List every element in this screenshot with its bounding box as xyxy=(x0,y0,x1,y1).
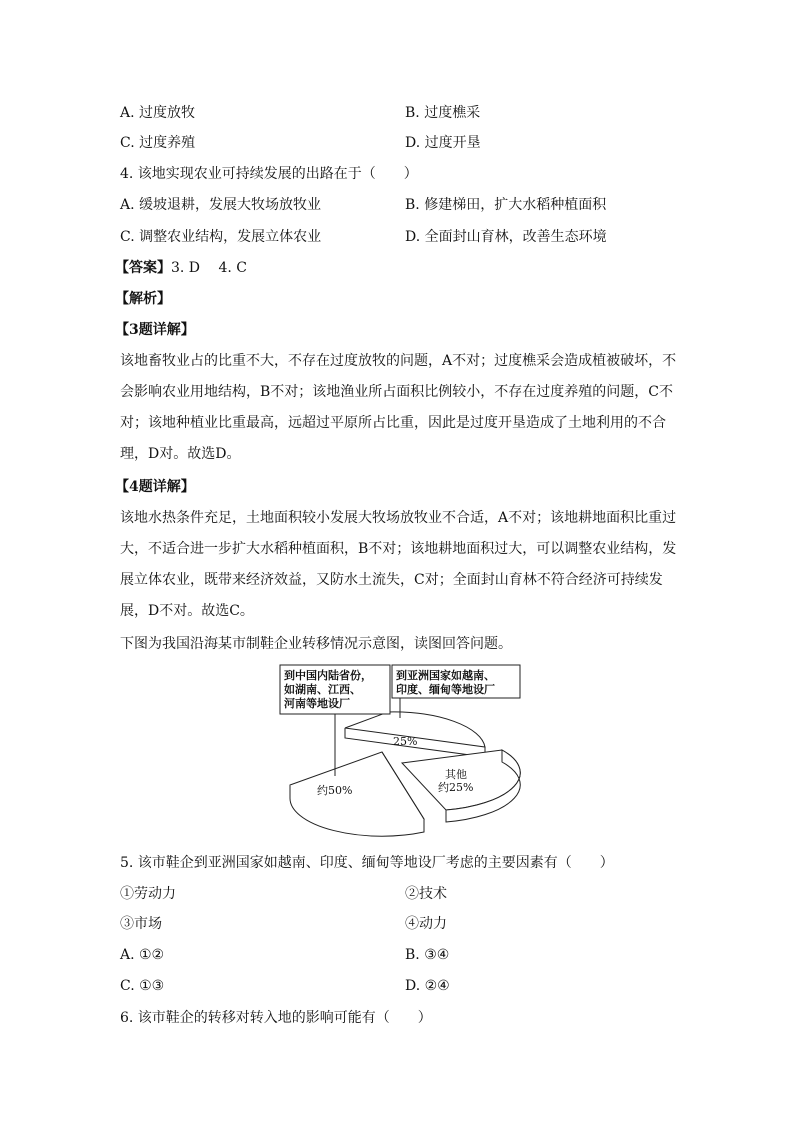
callout-inland-line-2: 如湖南、江西、 xyxy=(284,683,361,696)
q5-item-3: ③市场 xyxy=(120,916,162,932)
callout-inland-line-3: 河南等地设厂 xyxy=(284,697,350,710)
q4-option-b: B. 修建梯田，扩大水稻种植面积 xyxy=(405,197,607,213)
slice-label-other-1: 其他 xyxy=(445,768,467,781)
q3-detail-text: 该地畜牧业占的比重不大，不存在过度放牧的问题，A不对；过度樵采会造成植被破坏，不会影响农业用地结构，B不对；该地渔业所占面积比例较小，不存在过度养殖的问题，C不对；该地种植业比重最高，远超过平原所占比重，因此是过度开垦造成了土地利用的不合理，D对。故选D。 xyxy=(120,353,677,462)
q4-stem: 4. 该地实现农业可持续发展的出路在于（ ） xyxy=(120,166,418,182)
answer-line xyxy=(115,258,247,278)
q5-option-a: A. ①② xyxy=(120,947,165,963)
q3-option-a: A. 过度放牧 xyxy=(120,105,196,121)
slice-label-50: 约50% xyxy=(317,784,353,797)
slice-label-other-2: 约25% xyxy=(438,781,474,794)
slice-label-25: 25% xyxy=(393,735,418,748)
q5-item-1: ①劳动力 xyxy=(120,886,176,902)
q4-detail-text: 该地水热条件充足，土地面积较小发展大牧场放牧业不合适，A不对；该地耕地面积比重过大，不适合进一步扩大水稻种植面积，B不对；该地耕地面积过大，可以调整农业结构，发展立体农业，既带来经济效益，又防水土流失，C对；全面封山育林不符合经济可持续发展，D不对。故选C。 xyxy=(120,510,677,619)
q5-option-c: C. ①③ xyxy=(120,978,165,994)
callout-inland-line-1: 到中国内陆省份， xyxy=(284,669,372,682)
pie-chart xyxy=(270,660,535,840)
q5-item-4: ④动力 xyxy=(405,916,447,932)
q6-stem: 6. 该市鞋企的转移对转入地的影响可能有（ ） xyxy=(120,1010,432,1026)
q4-detail-label: 【4题详解】 xyxy=(115,479,195,495)
q3-option-c: C. 过度养殖 xyxy=(120,135,196,151)
q4-option-c: C. 调整农业结构，发展立体农业 xyxy=(120,229,322,245)
q5-option-d: D. ②④ xyxy=(405,978,450,994)
q3-option-d: D. 过度开垦 xyxy=(405,135,481,151)
figure-intro: 下图为我国沿海某市制鞋企业转移情况示意图，读图回答问题。 xyxy=(120,636,512,652)
answer-text: 3. D 4. C xyxy=(171,260,248,276)
q5-option-b: B. ③④ xyxy=(405,947,450,963)
callout-asia-line-1: 到亚洲国家如越南、 xyxy=(396,669,495,682)
q4-option-d: D. 全面封山育林，改善生态环境 xyxy=(405,229,607,245)
q5-stem: 5. 该市鞋企到亚洲国家如越南、印度、缅甸等地设厂考虑的主要因素有（ ） xyxy=(120,855,614,871)
answer-label: 【答案】 xyxy=(115,260,171,276)
q5-item-2: ②技术 xyxy=(405,886,447,902)
q4-option-a: A. 缓坡退耕，发展大牧场放牧业 xyxy=(120,197,322,213)
q3-detail-label: 【3题详解】 xyxy=(115,322,195,338)
analysis-label: 【解析】 xyxy=(115,291,171,307)
callout-asia-line-2: 印度、缅甸等地设厂 xyxy=(396,683,495,696)
q3-option-b: B. 过度樵采 xyxy=(405,105,481,121)
